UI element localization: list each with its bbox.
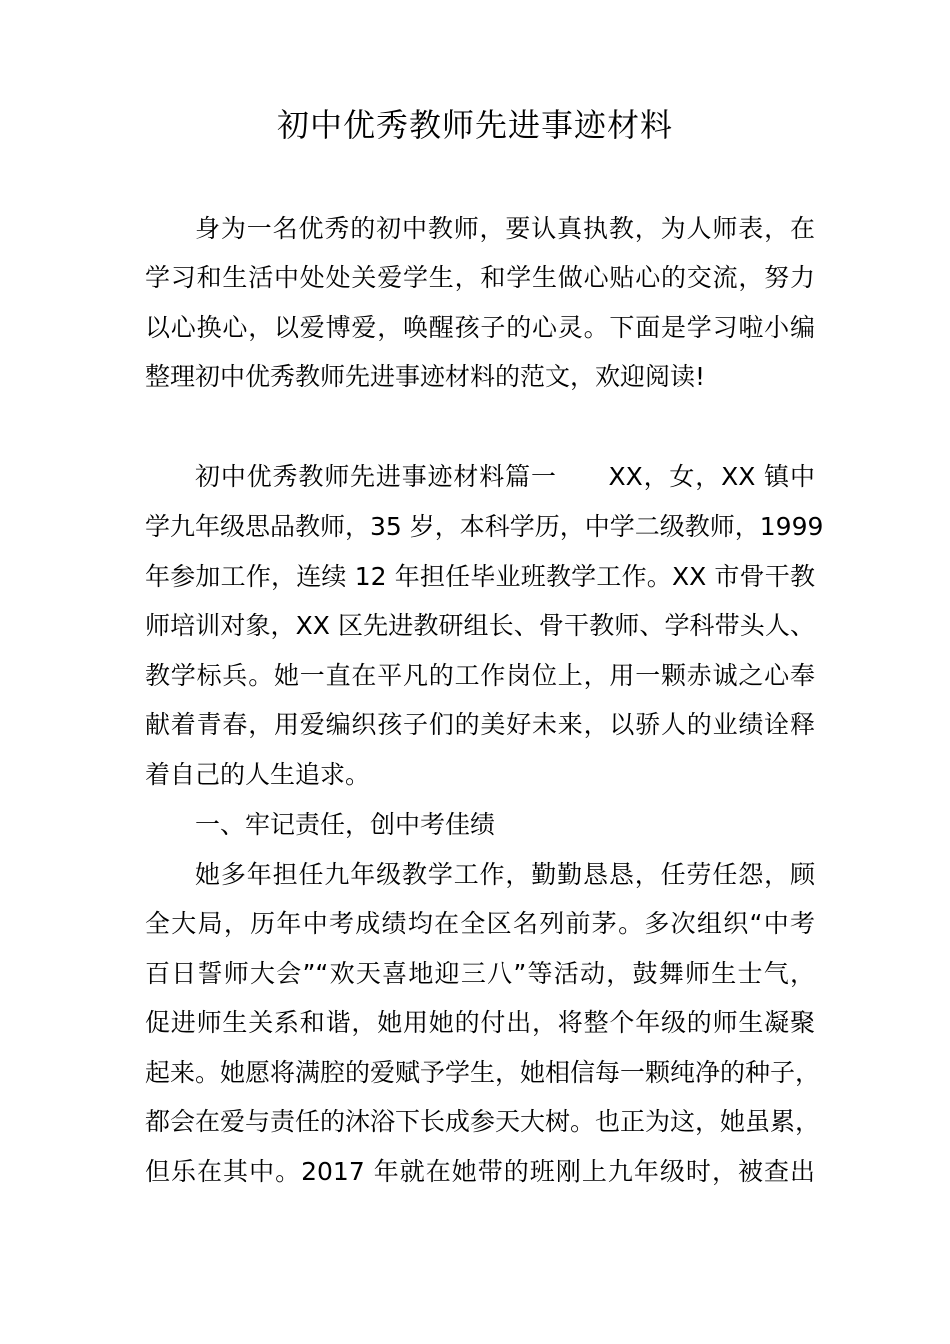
intro-line-1: 身为一名优秀的初中教师，要认真执教，为人师表，在 <box>195 214 815 243</box>
section-line-1: 她多年担任九年级教学工作，勤勤恳恳，任劳任怨，顾 <box>195 860 815 889</box>
document-title: 初中优秀教师先进事迹材料 <box>276 106 673 144</box>
section-heading: 一、牢记责任，创中考佳绩 <box>195 810 496 839</box>
article-line-4: 师培训对象，XX 区先进教研组长、骨干教师、学科带头人、 <box>145 611 815 640</box>
article-line-1: 初中优秀教师先进事迹材料篇一 XX，女，XX 镇中 <box>195 462 815 491</box>
article-line-5: 教学标兵。她一直在平凡的工作岗位上，用一颗赤诚之心奉 <box>145 661 815 690</box>
article-line-6: 献着青春，用爱编织孩子们的美好未来，以骄人的业绩诠释 <box>145 710 815 739</box>
section-line-3: 百日誓师大会”“欢天喜地迎三八”等活动，鼓舞师生士气， <box>145 959 815 988</box>
intro-line-3: 以心换心，以爱博爱，唤醒孩子的心灵。下面是学习啦小编 <box>145 313 815 342</box>
section-line-4: 促进师生关系和谐，她用她的付出，将整个年级的师生凝聚 <box>145 1008 815 1037</box>
article-line-2: 学九年级思品教师，35 岁，本科学历，中学二级教师，1999 <box>145 512 824 541</box>
section-line-2: 全大局，历年中考成绩均在全区名列前茅。多次组织“中考 <box>145 909 815 938</box>
intro-line-2: 学习和生活中处处关爱学生，和学生做心贴心的交流，努力 <box>145 263 815 292</box>
intro-line-4: 整理初中优秀教师先进事迹材料的范文，欢迎阅读! <box>145 362 706 391</box>
section-line-5: 起来。她愿将满腔的爱赋予学生，她相信每一颗纯净的种子， <box>145 1058 821 1087</box>
article-line-7: 着自己的人生追求。 <box>145 760 371 789</box>
section-line-7: 但乐在其中。2017 年就在她带的班刚上九年级时，被查出 <box>145 1157 815 1186</box>
section-line-6: 都会在爱与责任的沐浴下长成参天大树。也正为这，她虽累， <box>145 1107 821 1136</box>
article-line-3: 年参加工作，连续 12 年担任毕业班教学工作。XX 市骨干教 <box>145 562 815 591</box>
